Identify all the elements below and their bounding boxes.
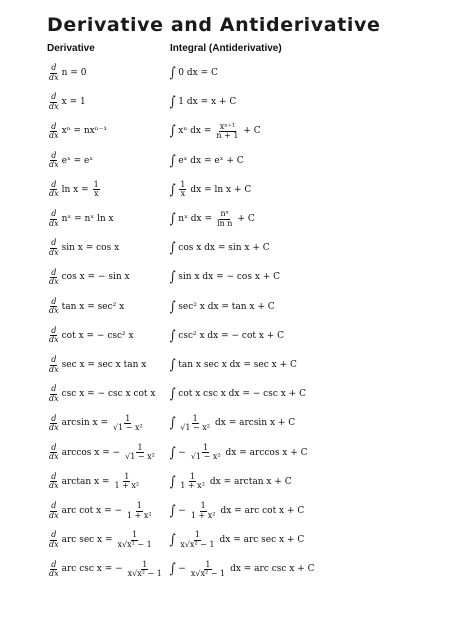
derivative-fraction-numerator: 1 bbox=[124, 471, 130, 481]
formula-row bbox=[0, 323, 474, 349]
integral-fraction bbox=[179, 181, 186, 199]
integral-expression: 0 dx = C bbox=[178, 68, 218, 78]
ddx-operator-numerator: d bbox=[51, 413, 57, 423]
integral-formula bbox=[169, 206, 255, 232]
integral-sign: ∫ bbox=[169, 240, 176, 257]
integral-expression: 1 dx = x + C bbox=[178, 97, 237, 108]
formula-row bbox=[0, 527, 474, 553]
integral-expression-suffix: dx = arccos x + C bbox=[225, 447, 308, 458]
ddx-operator-numerator: d bbox=[51, 501, 57, 511]
derivative-formula bbox=[47, 410, 145, 436]
integral-formula bbox=[169, 89, 236, 115]
integral-sign: ∫ bbox=[169, 415, 176, 432]
derivative-expression: arc cot x = − bbox=[61, 506, 123, 516]
ddx-operator bbox=[48, 298, 60, 316]
ddx-operator-denominator: dx bbox=[49, 335, 59, 345]
derivative-fraction bbox=[117, 531, 153, 549]
integral-sign: ∫ bbox=[169, 152, 176, 169]
derivative-expression: sin x = cos x bbox=[61, 243, 120, 254]
integral-formula bbox=[169, 294, 275, 320]
ddx-operator-numerator: d bbox=[51, 559, 57, 569]
derivative-expression: csc x = − csc x cot x bbox=[61, 389, 156, 400]
integral-expression: csc² x dx = − cot x + C bbox=[178, 330, 285, 341]
formula-row bbox=[0, 118, 474, 144]
derivative-expression: arcsin x = bbox=[61, 418, 108, 429]
formula-row bbox=[0, 235, 474, 261]
integral-fraction-denominator: n + 1 bbox=[216, 130, 239, 140]
integral-fraction bbox=[215, 123, 239, 141]
integral-fraction-denominator: 1 + x² bbox=[180, 481, 205, 491]
derivative-expression: arctan x = bbox=[61, 476, 110, 487]
integral-expression-suffix: dx = arcsin x + C bbox=[215, 418, 296, 429]
ddx-operator bbox=[48, 93, 60, 111]
ddx-operator-denominator: dx bbox=[49, 130, 59, 140]
formula-row bbox=[0, 410, 474, 436]
derivative-fraction-numerator: 1 bbox=[136, 501, 142, 511]
derivative-fraction-denominator: √1 − x² bbox=[125, 452, 155, 462]
derivative-fraction-numerator: 1 bbox=[137, 442, 143, 452]
integral-fraction-numerator: 1 bbox=[200, 501, 206, 511]
ddx-operator-numerator: d bbox=[51, 92, 57, 102]
formula-row bbox=[0, 89, 474, 115]
derivative-fraction bbox=[124, 444, 156, 462]
ddx-operator bbox=[48, 181, 60, 199]
ddx-operator bbox=[48, 152, 60, 170]
derivative-expression: cos x = − sin x bbox=[61, 272, 130, 283]
derivative-formula bbox=[47, 440, 157, 466]
integral-sign: ∫ bbox=[169, 123, 176, 140]
ddx-operator-denominator: dx bbox=[49, 539, 59, 549]
integral-expression-suffix: dx = arctan x + C bbox=[209, 476, 292, 487]
ddx-operator-numerator: d bbox=[51, 267, 57, 277]
integral-fraction-numerator: 1 bbox=[205, 559, 211, 569]
integral-fraction-denominator: ln n bbox=[217, 218, 233, 228]
ddx-operator bbox=[48, 385, 60, 403]
integral-fraction-denominator: x bbox=[180, 189, 186, 199]
derivative-formula bbox=[47, 89, 86, 115]
integral-fraction-denominator: 1 + x² bbox=[190, 510, 216, 520]
formula-row bbox=[0, 469, 474, 495]
formula-row bbox=[0, 148, 474, 174]
derivative-fraction bbox=[112, 415, 144, 433]
integral-formula bbox=[169, 323, 284, 349]
derivative-expression: arc csc x = − bbox=[61, 564, 123, 575]
integral-formula bbox=[169, 498, 304, 524]
ddx-operator-denominator: dx bbox=[49, 510, 59, 520]
formula-row bbox=[0, 264, 474, 290]
integral-formula bbox=[169, 410, 295, 436]
derivative-fraction-denominator: x bbox=[93, 189, 99, 199]
derivative-fraction bbox=[126, 502, 153, 520]
integral-formula bbox=[169, 264, 280, 290]
ddx-operator-denominator: dx bbox=[49, 160, 59, 170]
ddx-operator-denominator: dx bbox=[49, 393, 59, 403]
derivative-formula bbox=[47, 60, 86, 86]
ddx-operator-numerator: d bbox=[51, 355, 57, 365]
ddx-operator-numerator: d bbox=[51, 325, 57, 335]
derivative-fraction-denominator: 1 + x² bbox=[127, 510, 152, 520]
derivative-expression: n = 0 bbox=[61, 68, 87, 78]
integral-formula bbox=[169, 381, 306, 407]
derivative-fraction-numerator: 1 bbox=[132, 530, 138, 540]
ddx-operator-denominator: dx bbox=[49, 452, 59, 462]
derivative-fraction-numerator: 1 bbox=[125, 413, 131, 423]
integral-fraction-numerator: 1 bbox=[192, 413, 198, 423]
ddx-operator bbox=[48, 531, 60, 549]
integral-fraction-numerator: xⁿ⁺¹ bbox=[219, 121, 236, 131]
derivative-column-header: Derivative bbox=[47, 43, 95, 54]
integral-expression-prefix: xⁿ dx = bbox=[178, 126, 212, 137]
derivative-formula bbox=[47, 381, 155, 407]
integral-sign: ∫ bbox=[169, 269, 176, 286]
integral-sign: ∫ bbox=[169, 503, 176, 519]
ddx-operator bbox=[48, 356, 60, 374]
ddx-operator bbox=[48, 239, 60, 257]
derivative-formula bbox=[47, 235, 119, 261]
derivative-expression: arc sec x = bbox=[61, 535, 113, 546]
integral-formula bbox=[169, 118, 261, 144]
formula-row bbox=[0, 440, 474, 466]
integral-fraction-denominator: x√x² − 1 bbox=[190, 568, 226, 578]
integral-fraction-numerator: 1 bbox=[203, 442, 209, 452]
integral-fraction-numerator: nˣ bbox=[220, 209, 229, 219]
ddx-operator-numerator: d bbox=[51, 530, 57, 540]
integral-formula bbox=[169, 469, 292, 495]
integral-sign: ∫ bbox=[169, 532, 176, 549]
integral-expression: sin x dx = − cos x + C bbox=[178, 272, 281, 283]
derivative-fraction bbox=[127, 561, 163, 579]
formula-row bbox=[0, 381, 474, 407]
integral-expression: sec² x dx = tan x + C bbox=[178, 301, 275, 312]
derivative-fraction bbox=[93, 181, 100, 199]
derivative-formula bbox=[47, 206, 114, 232]
ddx-operator-denominator: dx bbox=[49, 247, 59, 257]
integral-sign: ∫ bbox=[169, 298, 176, 315]
integral-expression-suffix: dx = arc sec x + C bbox=[219, 535, 305, 546]
integral-fraction bbox=[190, 502, 217, 520]
page-title: Derivative and Antiderivative bbox=[47, 14, 381, 36]
derivative-formula bbox=[47, 323, 134, 349]
ddx-operator bbox=[48, 444, 60, 462]
derivative-formula bbox=[47, 148, 93, 174]
derivative-expression: xⁿ = nxⁿ⁻¹ bbox=[61, 126, 107, 137]
formula-row bbox=[0, 498, 474, 524]
derivative-expression: sec x = sec x tan x bbox=[61, 360, 147, 370]
formula-row bbox=[0, 556, 474, 582]
formula-row bbox=[0, 60, 474, 86]
derivative-expression: eˣ = eˣ bbox=[61, 155, 94, 166]
ddx-operator-denominator: dx bbox=[49, 72, 59, 82]
integral-expression-suffix: dx = arc csc x + C bbox=[230, 564, 315, 575]
ddx-operator bbox=[48, 210, 60, 228]
integral-formula bbox=[169, 440, 308, 466]
integral-expression-prefix: − bbox=[178, 564, 186, 575]
integral-expression: eˣ dx = eˣ + C bbox=[178, 155, 244, 166]
integral-formula bbox=[169, 556, 315, 582]
derivative-formula bbox=[47, 294, 124, 320]
integral-expression: tan x sec x dx = sec x + C bbox=[178, 360, 297, 370]
integral-expression-prefix: − bbox=[178, 447, 186, 458]
derivative-fraction-numerator: 1 bbox=[142, 559, 148, 569]
derivative-expression: nˣ = nˣ ln x bbox=[61, 214, 114, 224]
integral-fraction-numerator: 1 bbox=[194, 530, 200, 540]
integral-expression-suffix: + C bbox=[237, 214, 255, 224]
integral-fraction bbox=[179, 415, 211, 433]
ddx-operator-denominator: dx bbox=[49, 306, 59, 316]
derivative-formula bbox=[47, 352, 146, 378]
ddx-operator-numerator: d bbox=[51, 121, 57, 131]
ddx-operator-numerator: d bbox=[51, 179, 57, 189]
integral-formula bbox=[169, 527, 304, 553]
derivative-formula bbox=[47, 264, 130, 290]
integral-fraction-denominator: √1 − x² bbox=[180, 422, 210, 432]
integral-sign: ∫ bbox=[169, 473, 176, 490]
ddx-operator-denominator: dx bbox=[49, 422, 59, 432]
ddx-operator-numerator: d bbox=[51, 150, 57, 160]
integral-expression-suffix: dx = arc cot x + C bbox=[220, 506, 305, 516]
ddx-operator bbox=[48, 327, 60, 345]
formula-row bbox=[0, 294, 474, 320]
integral-expression-prefix: nˣ dx = bbox=[178, 214, 213, 224]
derivative-fraction bbox=[113, 473, 140, 491]
ddx-operator-denominator: dx bbox=[49, 568, 59, 578]
integral-sign: ∫ bbox=[169, 386, 176, 403]
integral-sign: ∫ bbox=[169, 65, 176, 81]
derivative-formula bbox=[47, 177, 101, 203]
derivative-fraction-denominator: 1 + x² bbox=[114, 481, 140, 491]
ddx-operator-denominator: dx bbox=[49, 101, 59, 111]
ddx-operator-denominator: dx bbox=[49, 276, 59, 286]
ddx-operator bbox=[48, 561, 60, 579]
derivative-expression: x = 1 bbox=[61, 97, 86, 108]
integral-fraction-numerator: 1 bbox=[180, 179, 186, 189]
integral-fraction bbox=[190, 561, 226, 579]
ddx-operator bbox=[48, 64, 60, 82]
integral-sign: ∫ bbox=[169, 181, 176, 198]
formula-row bbox=[0, 177, 474, 203]
integral-sign: ∫ bbox=[169, 327, 176, 344]
ddx-operator-numerator: d bbox=[51, 238, 57, 248]
ddx-operator bbox=[48, 123, 60, 141]
integral-fraction-denominator: x√x² − 1 bbox=[180, 539, 215, 549]
integral-fraction bbox=[190, 444, 222, 462]
integral-sign: ∫ bbox=[169, 444, 176, 461]
ddx-operator bbox=[48, 473, 60, 491]
derivative-fraction-denominator: √1 − x² bbox=[112, 422, 143, 432]
derivative-fraction-denominator: x√x² − 1 bbox=[117, 539, 152, 549]
integral-fraction-numerator: 1 bbox=[190, 471, 196, 481]
integral-column-header: Integral (Antiderivative) bbox=[170, 43, 282, 54]
integral-expression-suffix: + C bbox=[243, 126, 261, 137]
derivative-formula bbox=[47, 498, 154, 524]
ddx-operator-numerator: d bbox=[51, 296, 57, 306]
derivative-expression: tan x = sec² x bbox=[61, 301, 125, 312]
integral-sign: ∫ bbox=[169, 94, 176, 111]
derivative-fraction-denominator: x√x² − 1 bbox=[127, 568, 162, 578]
integral-sign: ∫ bbox=[169, 211, 176, 227]
formula-row bbox=[0, 206, 474, 232]
integral-fraction bbox=[179, 531, 215, 549]
ddx-operator-denominator: dx bbox=[49, 189, 59, 199]
derivative-formula bbox=[47, 118, 107, 144]
integral-sign: ∫ bbox=[169, 561, 176, 578]
ddx-operator-numerator: d bbox=[51, 209, 57, 219]
derivative-formula bbox=[47, 527, 154, 553]
integral-formula bbox=[169, 177, 251, 203]
ddx-operator bbox=[48, 502, 60, 520]
derivative-formula bbox=[47, 469, 141, 495]
integral-fraction bbox=[179, 473, 206, 491]
ddx-operator-numerator: d bbox=[51, 384, 57, 394]
integral-formula bbox=[169, 235, 270, 261]
ddx-operator-denominator: dx bbox=[49, 481, 59, 491]
ddx-operator-numerator: d bbox=[51, 442, 57, 452]
integral-sign: ∫ bbox=[169, 357, 176, 373]
integral-expression: cos x dx = sin x + C bbox=[178, 243, 270, 254]
ddx-operator-denominator: dx bbox=[49, 364, 59, 374]
integral-expression: cot x csc x dx = − csc x + C bbox=[178, 389, 306, 400]
ddx-operator-denominator: dx bbox=[49, 218, 59, 228]
integral-expression-suffix: dx = ln x + C bbox=[190, 184, 252, 195]
ddx-operator bbox=[48, 269, 60, 287]
derivative-expression: arccos x = − bbox=[61, 447, 121, 458]
integral-fraction-denominator: √1 − x² bbox=[190, 452, 221, 462]
ddx-operator bbox=[48, 415, 60, 433]
ddx-operator-numerator: d bbox=[51, 63, 57, 73]
integral-formula bbox=[169, 148, 244, 174]
ddx-operator-numerator: d bbox=[51, 471, 57, 481]
integral-formula bbox=[169, 352, 297, 378]
formula-row bbox=[0, 352, 474, 378]
integral-fraction bbox=[216, 210, 233, 228]
integral-expression-prefix: − bbox=[178, 506, 186, 516]
derivative-fraction-numerator: 1 bbox=[93, 179, 99, 189]
derivative-expression: ln x = bbox=[61, 184, 89, 195]
integral-formula bbox=[169, 60, 218, 86]
derivative-expression: cot x = − csc² x bbox=[61, 330, 134, 341]
derivative-formula bbox=[47, 556, 164, 582]
